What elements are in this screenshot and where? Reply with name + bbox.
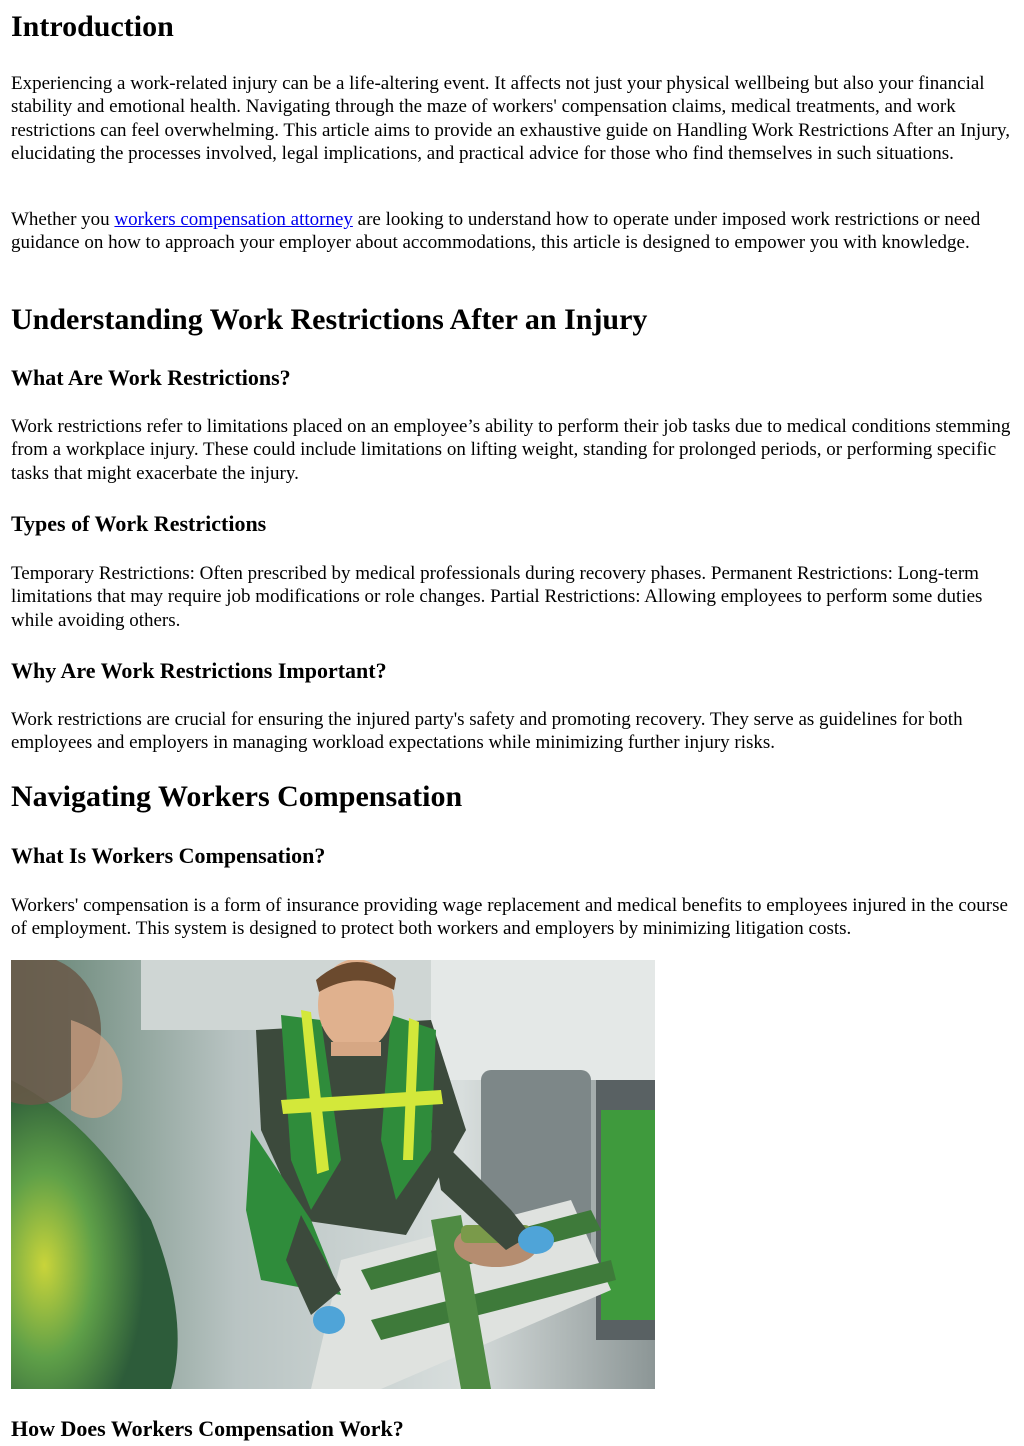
heading-what-are-work-restrictions: What Are Work Restrictions? [11,365,291,390]
workers-compensation-attorney-link[interactable]: workers compensation attorney [114,209,353,230]
intro-paragraph-2 [11,208,1016,255]
types-of-work-restrictions-text: Temporary Restrictions: Often prescribed by medical professionals during recovery phases. Permanent Restrictions: Long-term limitations that may require job modifications or role changes. Partial Restrictions: Allowing employees to perform some duties while avoiding others. [11,563,983,631]
what-is-workers-compensation-text: Workers' compensation is a form of insurance providing wage replacement and medical benefits to employees injured in the course of employment. This system is designed to protect both workers and employers by minimizing litigation costs. [11,895,1008,940]
paramedic-photo [11,960,655,1389]
why-work-restrictions-important-text: Work restrictions are crucial for ensuring the injured party's safety and promoting recovery. They serve as guidelines for both employees and employers in managing workload expectations while minimizing further injury risks. [11,709,963,754]
intro-paragraph-2-start: Whether you [11,209,115,230]
paramedic-illustration [11,960,655,1389]
intro-paragraph-2-end: are looking to understand how to operate under imposed work restrictions or need guidance on how to approach your employer about accommodations, this article is designed to empower you with knowledge. [11,209,981,254]
heading-how-does-workers-compensation-work: How Does Workers Compensation Work? [11,1416,404,1441]
heading-what-is-workers-compensation: What Is Workers Compensation? [11,843,326,868]
what-are-work-restrictions-text: Work restrictions refer to limitations placed on an employee’s ability to perform their job tasks due to medical conditions stemming from a workplace injury. These could include limitations on lifting weight, standing for prolonged periods, or performing specific tasks that might exacerbate the injury. [11,416,1011,484]
heading-understanding-work-restrictions: Understanding Work Restrictions After an Injury [11,303,648,336]
heading-navigating-workers-compensation: Navigating Workers Compensation [11,780,463,813]
heading-types-of-work-restrictions: Types of Work Restrictions [11,511,267,536]
intro-paragraph-1: Experiencing a work-related injury can be a life-altering event. It affects not just your physical wellbeing but also your financial stability and emotional health. Navigating through the maze of workers' compensation claims, medical treatments, and work restrictions can feel overwhelming. This article aims to provide an exhaustive guide on Handling Work Restrictions After an Injury, elucidating the processes involved, legal implications, and practical advice for those who find themselves in such situations. [11,73,1011,164]
heading-introduction: Introduction [11,10,174,43]
heading-why-work-restrictions-important: Why Are Work Restrictions Important? [11,658,387,683]
